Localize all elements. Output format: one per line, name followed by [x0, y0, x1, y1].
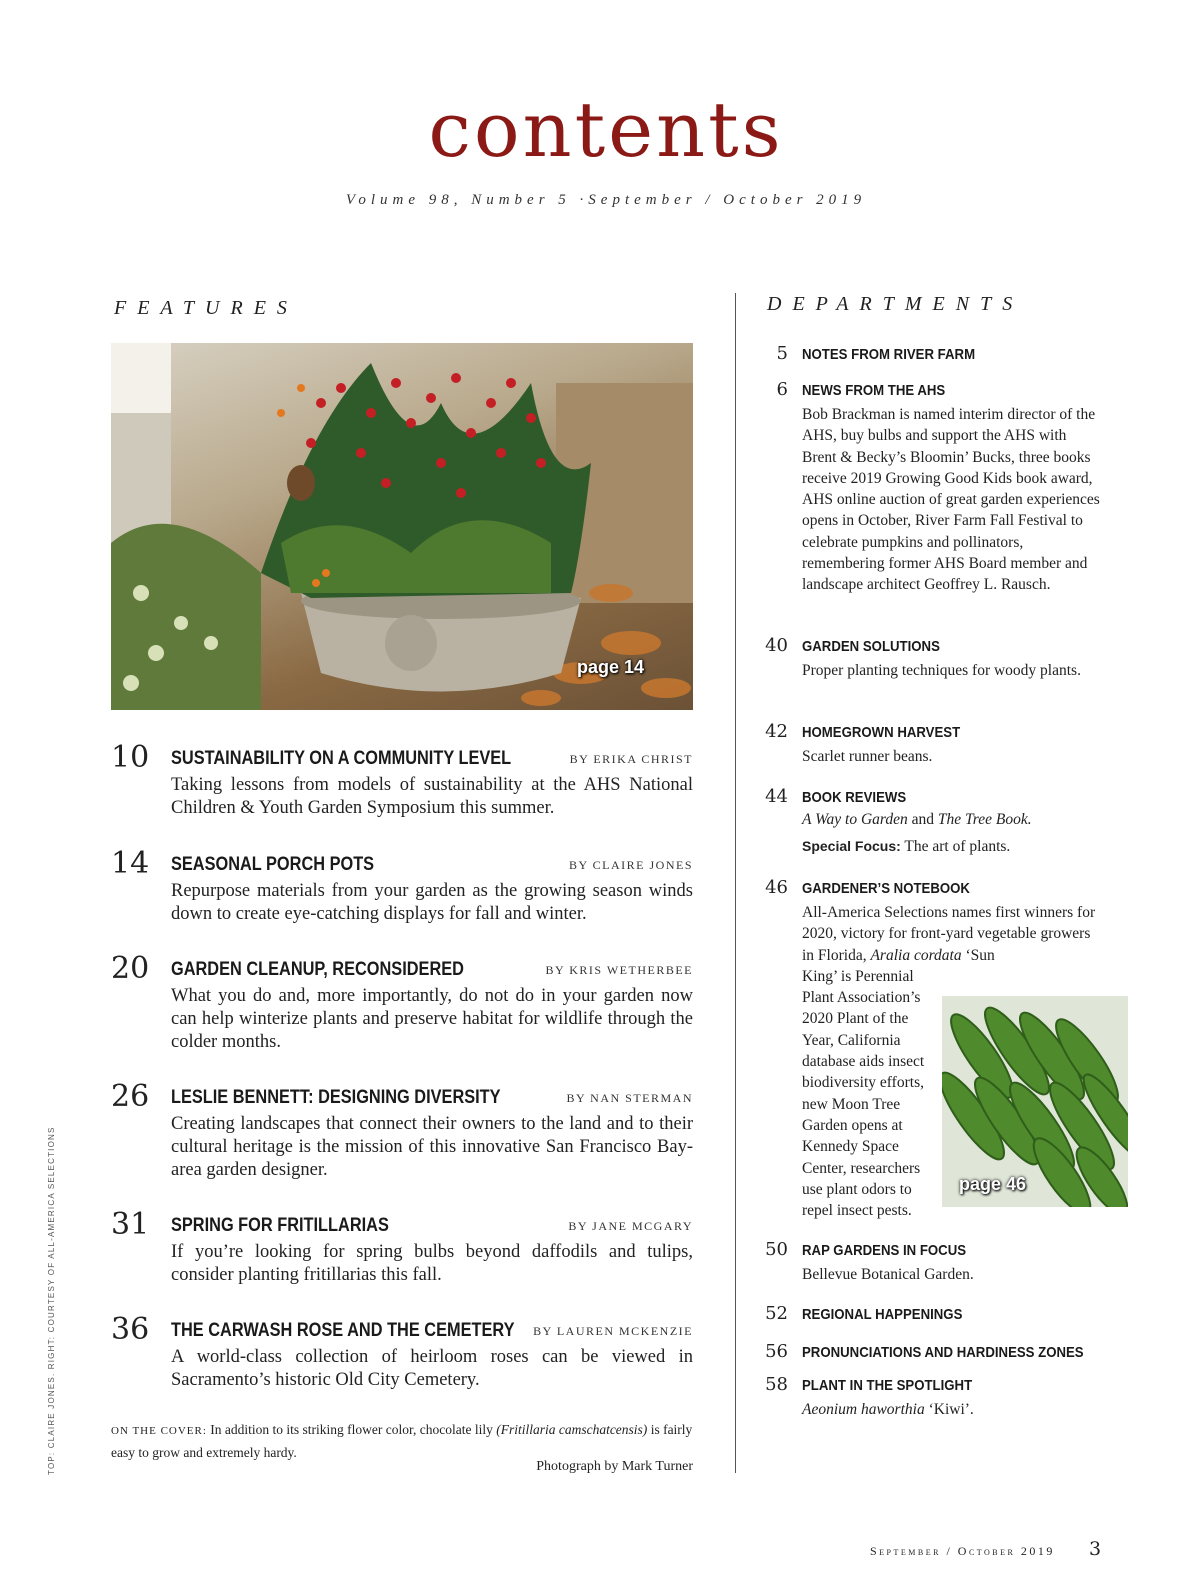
photo-credit: Photograph by Mark Turner: [536, 1459, 693, 1474]
department-page-number: 42: [765, 721, 788, 742]
spotlight-cultivar: ‘Kiwi’.: [928, 1401, 974, 1418]
notebook-line: repel insect pests.: [802, 1202, 912, 1220]
departments-heading: DEPARTMENTS: [767, 293, 1024, 315]
department-title[interactable]: BOOK REVIEWS: [802, 789, 907, 806]
porch-pot-illustration: [111, 343, 693, 710]
notebook-line: biodiversity efforts,: [802, 1074, 924, 1092]
department-page-number: 52: [765, 1303, 788, 1324]
notebook-line: Year, California: [802, 1031, 901, 1049]
feature-byline: BY ERIKA CHRIST: [569, 752, 693, 766]
department-title[interactable]: GARDENER’S NOTEBOOK: [802, 880, 970, 897]
book-title: A Way to Garden: [802, 811, 908, 828]
footer-issue: September / October 2019: [870, 1544, 1055, 1558]
notebook-text-cont: ‘Sun: [965, 946, 995, 964]
cover-species: (Fritillaria camschatcensis): [496, 1422, 648, 1437]
spotlight-species: Aeonium haworthia: [802, 1401, 925, 1418]
department-page-number: 46: [765, 877, 788, 898]
porch-pot-photo[interactable]: [111, 343, 693, 710]
feature-byline: BY LAUREN MCKENZIE: [533, 1324, 693, 1338]
notebook-line: Plant Association’s: [802, 989, 921, 1007]
department-page-number: 50: [765, 1239, 788, 1260]
book-review-titles: [802, 811, 1102, 829]
special-focus: [802, 838, 1102, 856]
page-title: contents: [428, 85, 784, 174]
feature-title[interactable]: LESLIE BENNETT: DESIGNING DIVERSITY: [171, 1087, 501, 1108]
page-number: 3: [1089, 1538, 1102, 1560]
book-conjunction: and: [911, 811, 935, 828]
feature-byline: BY CLAIRE JONES: [568, 858, 693, 872]
feature-description: Taking lessons from models of sustainability at the AHS National Children & Youth Garden Symposium this summer.: [171, 775, 693, 818]
column-divider: [735, 293, 736, 1473]
feature-page-number: 26: [111, 1079, 150, 1114]
photo-page-label: page 46: [959, 1174, 1027, 1194]
department-page-number: 40: [765, 635, 788, 656]
feature-page-number: 36: [111, 1312, 150, 1347]
notebook-line: 2020 Plant of the: [802, 1010, 909, 1028]
department-description: [802, 1399, 1102, 1420]
special-focus-label: Special Focus:: [802, 838, 901, 854]
notebook-line: Kennedy Space: [802, 1138, 899, 1156]
feature-title[interactable]: GARDEN CLEANUP, RECONSIDERED: [171, 959, 464, 980]
notebook-text: All-America Selections names first winners for 2020, victory for front-yard vegetable growers in Florida,: [802, 904, 1096, 964]
department-description: Bob Brackman is named interim director of the AHS, buy bulbs and support the AHS with Brent & Becky’s Bloomin’ Bucks, three books receive 2019 Growing Good Kids book award, AHS online auction of great garden experiences opens in October, River Farm Fall Festival to celebrate pumpkins and pollinators, remembering former AHS Board member and landscape architect Geoffrey L. Rausch.: [802, 406, 1100, 594]
notebook-species: Aralia cordata: [870, 946, 962, 964]
book-title: The Tree Book.: [937, 811, 1032, 828]
department-page-number: 56: [765, 1341, 788, 1362]
department-title[interactable]: PLANT IN THE SPOTLIGHT: [802, 1377, 973, 1394]
feature-title[interactable]: SUSTAINABILITY ON A COMMUNITY LEVEL: [171, 748, 512, 769]
feature-title[interactable]: SEASONAL PORCH POTS: [171, 854, 375, 875]
cover-text: In addition to its striking flower color, chocolate lily: [210, 1422, 493, 1437]
feature-page-number: 10: [111, 740, 150, 775]
department-title[interactable]: PRONUNCIATIONS AND HARDINESS ZONES: [802, 1344, 1084, 1361]
department-page-number: 44: [765, 786, 788, 807]
department-description: Proper planting techniques for woody plants.: [802, 662, 1081, 679]
department-description: Scarlet runner beans.: [802, 748, 933, 765]
feature-title[interactable]: SPRING FOR FRITILLARIAS: [171, 1215, 389, 1236]
issue-line: Volume 98, Number 5 ·September / October 2019: [345, 192, 867, 208]
department-page-number: 58: [765, 1374, 788, 1395]
features-heading: FEATURES: [114, 297, 298, 319]
department-title[interactable]: GARDEN SOLUTIONS: [802, 638, 940, 655]
feature-title[interactable]: THE CARWASH ROSE AND THE CEMETERY: [171, 1320, 515, 1341]
department-title[interactable]: NOTES FROM RIVER FARM: [802, 346, 976, 363]
feature-description: If you’re looking for spring bulbs beyond daffodils and tulips, consider planting fritillarias this fall.: [171, 1242, 693, 1285]
photo-page-label: page 14: [577, 657, 645, 677]
notebook-line: database aids insect: [802, 1053, 925, 1071]
department-description: Bellevue Botanical Garden.: [802, 1266, 974, 1283]
special-focus-text: The art of plants.: [904, 838, 1011, 855]
feature-description: Creating landscapes that connect their owners to the land and to their cultural heritage is the mission of this innovative San Francisco Bay-area garden designer.: [171, 1114, 693, 1180]
cover-label: ON THE COVER:: [111, 1425, 207, 1437]
notebook-line: use plant odors to: [802, 1180, 912, 1198]
side-photo-credit: TOP: CLAIRE JONES. RIGHT: COURTESY OF ALL-AMERICA SELECTIONS: [47, 1126, 56, 1475]
cucumber-photo[interactable]: [942, 996, 1128, 1207]
feature-byline: BY NAN STERMAN: [566, 1091, 693, 1105]
department-title[interactable]: NEWS FROM THE AHS: [802, 382, 946, 399]
feature-description: What you do and, more importantly, do not do in your garden now can help winterize plants and preserve habitat for wildlife through the colder months.: [171, 986, 693, 1052]
feature-page-number: 31: [111, 1207, 150, 1242]
notebook-line: new Moon Tree: [802, 1095, 901, 1113]
notebook-line: King’ is Perennial: [802, 967, 914, 985]
department-page-number: 6: [776, 379, 788, 400]
feature-byline: BY JANE MCGARY: [568, 1219, 693, 1233]
department-title[interactable]: REGIONAL HAPPENINGS: [802, 1306, 963, 1323]
feature-page-number: 14: [111, 846, 150, 881]
feature-byline: BY KRIS WETHERBEE: [545, 963, 693, 977]
feature-page-number: 20: [111, 951, 150, 986]
feature-description: Repurpose materials from your garden as the growing season winds down to create eye-catching displays for fall and winter.: [171, 881, 693, 924]
notebook-line: Garden opens at: [802, 1116, 903, 1134]
department-page-number: 5: [776, 343, 788, 364]
feature-description: A world-class collection of heirloom roses can be viewed in Sacramento’s historic Old City Cemetery.: [171, 1347, 693, 1390]
cover-text-end: is fairly easy to grow and extremely hardy.: [111, 1422, 693, 1460]
department-title[interactable]: HOMEGROWN HARVEST: [802, 724, 961, 741]
department-title[interactable]: RAP GARDENS IN FOCUS: [802, 1242, 967, 1259]
cover-note: [111, 1419, 693, 1463]
notebook-line: Center, researchers: [802, 1159, 921, 1177]
